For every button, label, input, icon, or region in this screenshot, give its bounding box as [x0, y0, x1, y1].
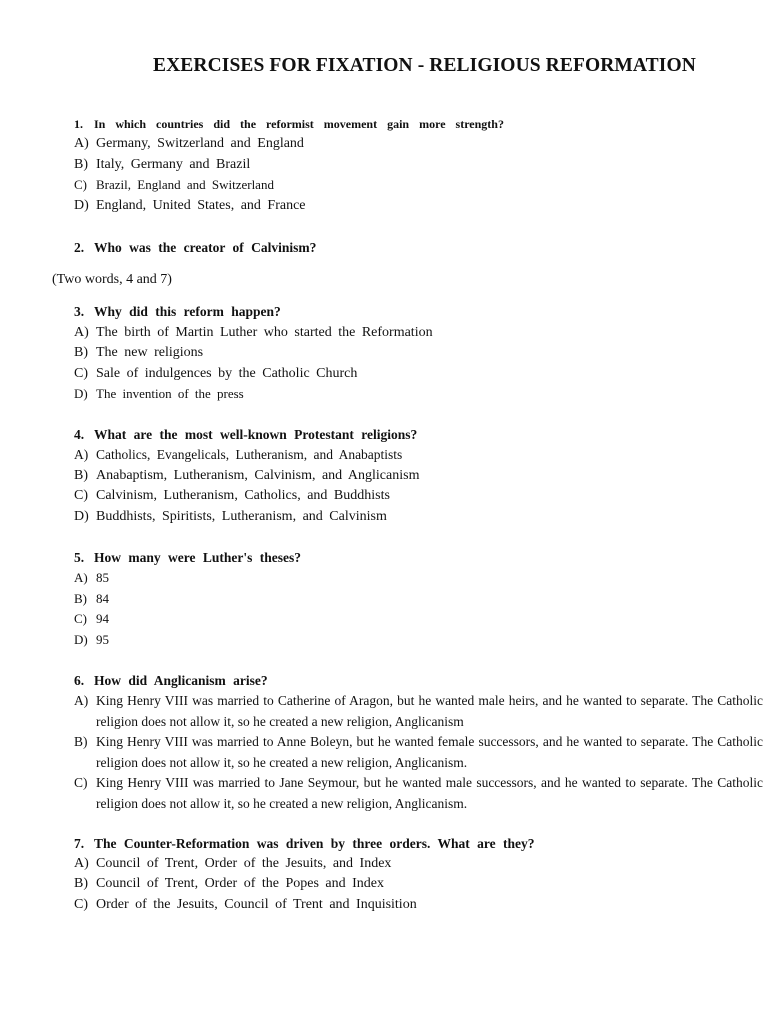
option-text: Calvinism, Lutheranism, Catholics, and Buddhists: [96, 488, 390, 503]
question-4: [74, 425, 760, 446]
option-letter: D): [74, 509, 89, 524]
option-7b: [74, 874, 760, 895]
option-7a: [74, 854, 760, 875]
option-4d: [74, 507, 760, 528]
option-text: Anabaptism, Lutheranism, Calvinism, and Anglicanism: [96, 468, 420, 483]
option-text: Buddhists, Spiritists, Lutheranism, and Calvinism: [96, 509, 387, 524]
option-text: Catholics, Evangelicals, Lutheranism, and Anabaptists: [96, 447, 403, 462]
option-3a: [74, 323, 760, 344]
option-letter: A): [74, 856, 89, 871]
option-letter: C): [74, 366, 88, 381]
question-text: How many were Luther's theses?: [94, 550, 301, 565]
question-text: The Counter-Reformation was driven by three orders. What are they?: [94, 836, 535, 851]
question-7: [74, 834, 760, 855]
option-1b: [74, 155, 760, 176]
option-text: Order of the Jesuits, Council of Trent and Inquisition: [96, 897, 417, 912]
option-3d: [74, 384, 760, 405]
option-3c: [74, 364, 760, 385]
option-letter: A): [74, 136, 89, 151]
option-text: 85: [96, 570, 109, 585]
option-letter: A): [74, 570, 88, 585]
option-text: England, United States, and France: [96, 198, 306, 213]
option-4c: [74, 486, 760, 507]
option-6a: [74, 691, 763, 732]
option-letter: D): [74, 386, 88, 401]
option-4b: [74, 466, 760, 487]
question-text: Who was the creator of Calvinism?: [94, 240, 317, 255]
question-number: 2.: [74, 240, 85, 255]
question-number: 1.: [74, 117, 83, 131]
option-letter: B): [74, 734, 88, 749]
option-text: The new religions: [96, 345, 204, 360]
question-number: 6.: [74, 673, 85, 688]
option-text: Brazil, England and Switzerland: [96, 177, 274, 192]
option-5b: [74, 589, 760, 610]
question-text: Why did this reform happen?: [94, 304, 281, 319]
option-letter: C): [74, 488, 88, 503]
question-number: 3.: [74, 304, 85, 319]
option-letter: B): [74, 157, 88, 172]
option-letter: A): [74, 693, 89, 708]
option-letter: A): [74, 325, 89, 340]
option-1c: [74, 175, 760, 196]
option-text: King Henry VIII was married to Jane Seymour, but he wanted male successors, and he wanted to separate. The Catholic religion does not allow it, so he created a new religion, Anglicanism.: [96, 775, 763, 811]
option-letter: B): [74, 591, 87, 606]
option-text: The invention of the press: [96, 386, 244, 401]
question-number: 4.: [74, 427, 85, 442]
option-text: King Henry VIII was married to Catherine of Aragon, but he wanted male heirs, and he wanted to separate. The Catholic religion does not allow it, so he created a new religion, Anglicanism: [96, 693, 763, 729]
option-letter: A): [74, 447, 89, 462]
question-5: [74, 548, 760, 569]
option-6b: [74, 732, 763, 773]
page-title: EXERCISES FOR FIXATION - RELIGIOUS REFORMATION: [153, 55, 696, 76]
question-1: [74, 114, 760, 135]
option-6c: [74, 773, 763, 814]
question-3: [74, 302, 760, 323]
question-6: [74, 671, 760, 692]
question-number: 7.: [74, 836, 85, 851]
option-text: King Henry VIII was married to Anne Boleyn, but he wanted female successors, and he wanted to separate. The Catholic religion does not allow it, so he created a new religion, Anglicanism.: [96, 734, 763, 770]
option-letter: C): [74, 177, 87, 192]
option-text: Council of Trent, Order of the Jesuits, and Index: [96, 856, 392, 871]
option-1d: [74, 196, 760, 217]
option-text: 95: [96, 632, 109, 647]
option-letter: B): [74, 345, 88, 360]
answer-hint: (Two words, 4 and 7): [52, 272, 172, 287]
question-number: 5.: [74, 550, 85, 565]
option-letter: C): [74, 897, 88, 912]
option-5a: [74, 568, 760, 589]
option-letter: C): [74, 775, 88, 790]
option-text: 94: [96, 611, 109, 626]
option-letter: D): [74, 632, 88, 647]
question-text: How did Anglicanism arise?: [94, 673, 268, 688]
option-text: 84: [96, 591, 109, 606]
option-3b: [74, 343, 760, 364]
option-text: Germany, Switzerland and England: [96, 136, 304, 151]
option-1a: [74, 134, 760, 155]
option-letter: C): [74, 611, 87, 626]
option-text: Sale of indulgences by the Catholic Church: [96, 366, 358, 381]
option-letter: B): [74, 468, 88, 483]
option-text: Italy, Germany and Brazil: [96, 157, 251, 172]
question-text: In which countries did the reformist movement gain more strength?: [94, 117, 504, 131]
option-7c: [74, 895, 760, 916]
option-letter: D): [74, 198, 89, 213]
question-2: [74, 238, 760, 259]
option-text: The birth of Martin Luther who started the Reformation: [96, 325, 433, 340]
option-5d: [74, 630, 760, 651]
option-text: Council of Trent, Order of the Popes and Index: [96, 876, 385, 891]
option-letter: B): [74, 876, 88, 891]
question-text: What are the most well-known Protestant religions?: [94, 427, 418, 442]
option-5c: [74, 609, 760, 630]
option-4a: [74, 445, 760, 466]
